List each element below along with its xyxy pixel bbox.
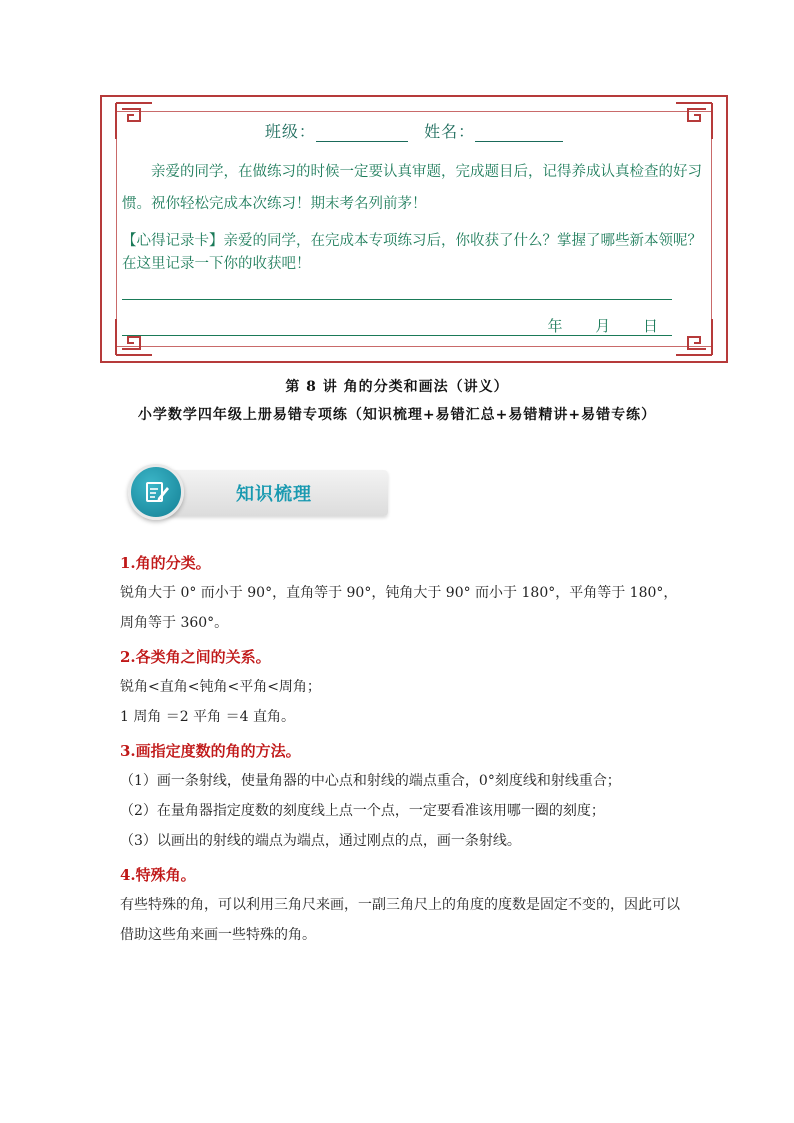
section-line: （2）在量角器指定度数的刻度线上点一个点，一定要看准该用哪一圈的刻度； <box>120 803 605 819</box>
note-paragraph <box>122 230 706 276</box>
name-label: 姓名： <box>424 124 476 141</box>
notepad-pencil-icon <box>128 464 184 520</box>
lesson-title: 第 8 讲 角的分类和画法（讲义） <box>285 379 509 395</box>
corner-ornament-icon <box>672 315 716 359</box>
section-line: 有些特殊的角，可以利用三角尺来画，一副三角尺上的角度的度数是固定不变的，因此可以借助这些角来画一些特殊的角。 <box>120 897 680 943</box>
writing-line[interactable] <box>122 299 672 300</box>
note-tag: 【心得记录卡】 <box>122 233 224 249</box>
date-line: 年 月 日 <box>122 315 672 336</box>
section-line: 锐角大于 0° 而小于 90°，直角等于 90°，钝角大于 90° 而小于 180°，平角等于 180°，周角等于 360°。 <box>120 585 678 631</box>
section-heading: 4.特殊角。 <box>120 866 196 884</box>
section-line: （1）画一条射线，使量角器的中心点和射线的端点重合，0°刻度线和射线重合； <box>120 773 621 789</box>
section-banner <box>122 464 390 524</box>
class-blank[interactable] <box>316 125 408 142</box>
greeting-text: 亲爱的同学，在做练习的时候一定要认真审题，完成题目后，记得养成认真检查的好习惯。祝你轻松完成本次练习！期末考名列前茅！ <box>122 164 702 212</box>
reminder-card <box>100 95 728 363</box>
section-heading: 2.各类角之间的关系。 <box>120 648 271 666</box>
section-line: （3）以画出的射线的端点为端点，通过刚点的点，画一条射线。 <box>120 833 521 849</box>
note-text: 亲爱的同学，在完成本专项练习后，你收获了什么？掌握了哪些新本领呢？在这里记录一下你的收获吧！ <box>122 233 702 272</box>
knowledge-content <box>120 548 680 950</box>
name-blank[interactable] <box>475 125 563 142</box>
section-heading: 1.角的分类。 <box>120 554 211 572</box>
section-line: 锐角<直角<钝角<平角<周角； <box>120 679 321 695</box>
lesson-subtitle: 小学数学四年级上册易错专项练（知识梳理+易错汇总+易错精讲+易错专练） <box>137 407 657 423</box>
class-label: 班级： <box>264 124 316 141</box>
section-heading: 3.画指定度数的角的方法。 <box>120 742 301 760</box>
banner-label: 知识梳理 <box>236 484 312 505</box>
class-name-line <box>122 119 706 142</box>
section-line: 1 周角 ＝2 平角 ＝4 直角。 <box>120 709 295 725</box>
